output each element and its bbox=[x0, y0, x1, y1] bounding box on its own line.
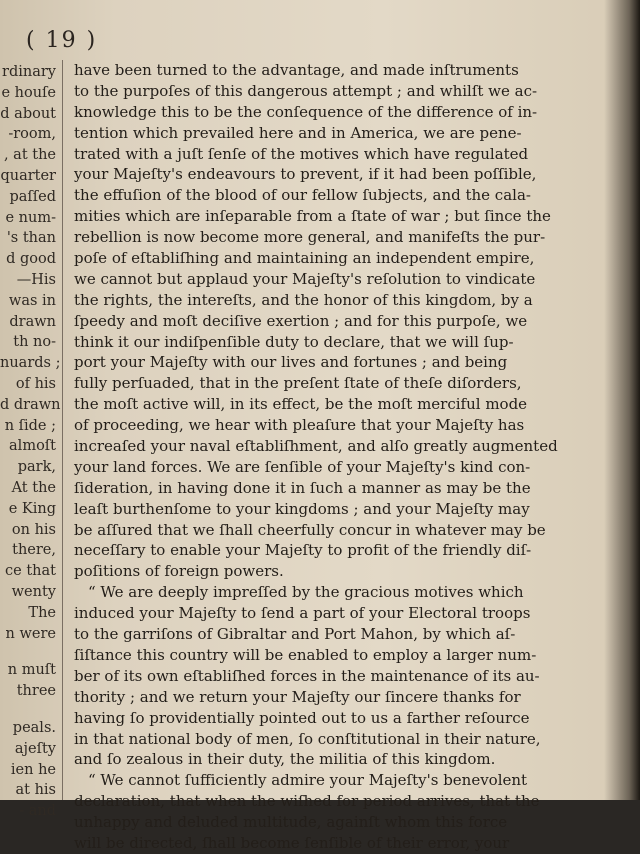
left-column-line: d drawn bbox=[0, 396, 61, 413]
left-column-line: The bbox=[28, 604, 56, 621]
page-edge-shadow bbox=[604, 0, 640, 800]
left-column-line: e houſe bbox=[1, 84, 56, 101]
left-column-fragment bbox=[0, 62, 61, 822]
main-column-line: have been turned to the advantage, and made inſtruments bbox=[74, 61, 519, 79]
left-column-line: n ſide ; bbox=[4, 417, 56, 434]
main-column-line: rebellion is now become more general, and manifeſts the pur- bbox=[74, 228, 546, 247]
main-column-line: declaration, that when the wiſhed for period arrives, that the bbox=[74, 792, 540, 811]
left-column-line: paſſed bbox=[9, 188, 56, 205]
main-column-line: poſitions of foreign powers. bbox=[74, 562, 284, 581]
main-column-line: the moſt active will, in its effect, be the moſt merciful mode bbox=[74, 395, 528, 414]
main-column-line: “ We cannot ſufficiently admire your Majeſty's benevolent bbox=[88, 771, 528, 790]
left-column-line: on his bbox=[11, 521, 56, 538]
left-column-line: there, bbox=[12, 542, 56, 559]
left-column-line: drawn bbox=[9, 313, 56, 330]
main-column-line: and ſo zealous in their duty, the militia of this kingdom. bbox=[74, 750, 496, 769]
left-column-line: quarter bbox=[0, 167, 56, 184]
main-column-line: will be directed, ſhall become ſenſible of their error, your bbox=[74, 833, 510, 852]
left-column-line: d good bbox=[6, 251, 56, 268]
left-column-line: wenty bbox=[11, 583, 56, 600]
left-column-line: almoſt bbox=[9, 438, 56, 455]
left-column-line: ajeſty bbox=[14, 740, 56, 757]
main-column-line: of proceeding, we hear with pleaſure that your Majeſty has bbox=[74, 416, 525, 435]
left-column-line: three bbox=[16, 683, 56, 700]
main-column-line: thority ; and we return your Majeſty our ſincere thanks for bbox=[74, 687, 521, 706]
main-column-line: ſpeedy and moſt deciſive exertion ; and for this purpoſe, we bbox=[74, 311, 528, 330]
main-column-line: tention which prevailed here and in America, we are pene- bbox=[74, 123, 522, 142]
main-column-line: neceſſary to enable your Majeſty to profit of the friendly diſ- bbox=[74, 541, 532, 560]
left-column-line: peals. bbox=[12, 719, 56, 736]
main-column-line: to the purpoſes of this dangerous attempt ; and whilſt we ac- bbox=[74, 81, 538, 100]
main-column-line: ſideration, in having done it in ſuch a manner as may be the bbox=[74, 478, 531, 497]
left-column-line bbox=[0, 702, 56, 718]
left-column-line: th no- bbox=[13, 334, 56, 351]
left-column-line: rdinary bbox=[2, 64, 56, 80]
left-column-line: d about bbox=[0, 105, 56, 122]
main-column-line: we cannot but applaud your Majeſty's reſolution to vindicate bbox=[74, 269, 536, 288]
main-column-line: trated with a juſt ſenſe of the motives which have regulated bbox=[74, 144, 529, 163]
left-column-line: was in bbox=[8, 292, 56, 309]
main-column-text bbox=[74, 60, 574, 854]
column-rule bbox=[62, 60, 63, 800]
main-column-line: knowledge this to be the conſequence of the difference of in- bbox=[74, 102, 538, 121]
left-column-line: at his bbox=[15, 782, 56, 799]
left-column-line: of his bbox=[15, 375, 56, 392]
main-column-line: think it our indiſpenſible duty to declare, that we will ſup- bbox=[74, 332, 514, 351]
main-column-line: increaſed your naval eſtabliſhment, and alſo greatly augmented bbox=[74, 437, 558, 456]
main-column-line: fully perſuaded, that in the preſent ſtate of theſe diſorders, bbox=[74, 374, 522, 393]
page-number: ( 19 ) bbox=[26, 28, 98, 53]
main-column-line: the rights, the intereſts, and the honor of this kingdom, by a bbox=[74, 290, 533, 309]
main-column-line: having ſo providentially pointed out to us a farther reſource bbox=[74, 708, 530, 727]
main-column-line: “ We are deeply impreſſed by the gracious motives which bbox=[88, 583, 524, 602]
main-column-line: ſiſtance this country will be enabled to employ a larger num- bbox=[74, 645, 537, 664]
left-column-line: —His bbox=[16, 271, 56, 288]
left-column-line: nuards ; bbox=[0, 355, 61, 372]
left-column-line: e King bbox=[8, 500, 56, 517]
left-column-line: park, bbox=[17, 459, 56, 476]
main-column-line: leaſt burthenſome to your kingdoms ; and your Majeſty may bbox=[74, 499, 530, 518]
left-column-line: , at the bbox=[3, 147, 56, 164]
left-column-line: - and bbox=[19, 803, 56, 820]
left-column-line: n were bbox=[5, 625, 56, 642]
left-column-line: At the bbox=[11, 479, 56, 496]
main-column-line: ber of its own eſtabliſhed forces in the maintenance of its au- bbox=[74, 666, 540, 685]
main-column-line: your Majeſty's endeavours to prevent, if it had been poſſible, bbox=[74, 165, 537, 184]
main-column-line: induced your Majeſty to ſend a part of your Electoral troops bbox=[74, 604, 531, 623]
left-column-line: -room, bbox=[8, 126, 56, 143]
main-column-line: the effuſion of the blood of our fellow ſubjects, and the cala- bbox=[74, 186, 531, 205]
main-column-line: poſe of eſtabliſhing and maintaining an independent empire, bbox=[74, 249, 535, 268]
left-column-line: 's than bbox=[6, 230, 56, 247]
left-column-line: e num- bbox=[5, 209, 56, 226]
main-column-line: to the garriſons of Gibraltar and Port Mahon, by which aſ- bbox=[74, 625, 516, 644]
main-column-line: your land forces. We are ſenſible of your Majeſty's kind con- bbox=[74, 457, 531, 476]
main-column-line: be aſſured that we ſhall cheerfully concur in whatever may be bbox=[74, 520, 546, 539]
left-column-line: ien he bbox=[10, 761, 56, 778]
main-column-line: port your Majeſty with our lives and fortunes ; and being bbox=[74, 353, 508, 372]
left-column-line bbox=[0, 644, 56, 660]
main-column-line: in that national body of men, ſo conſtitutional in their nature, bbox=[74, 729, 541, 748]
main-column-line: mities which are inſeparable from a ſtate of war ; but ſince the bbox=[74, 207, 551, 226]
left-column-line: ce that bbox=[5, 563, 56, 580]
main-column-line: unhappy and deluded multitude, againſt whom this force bbox=[74, 813, 508, 832]
left-column-line: n muſt bbox=[7, 662, 56, 679]
